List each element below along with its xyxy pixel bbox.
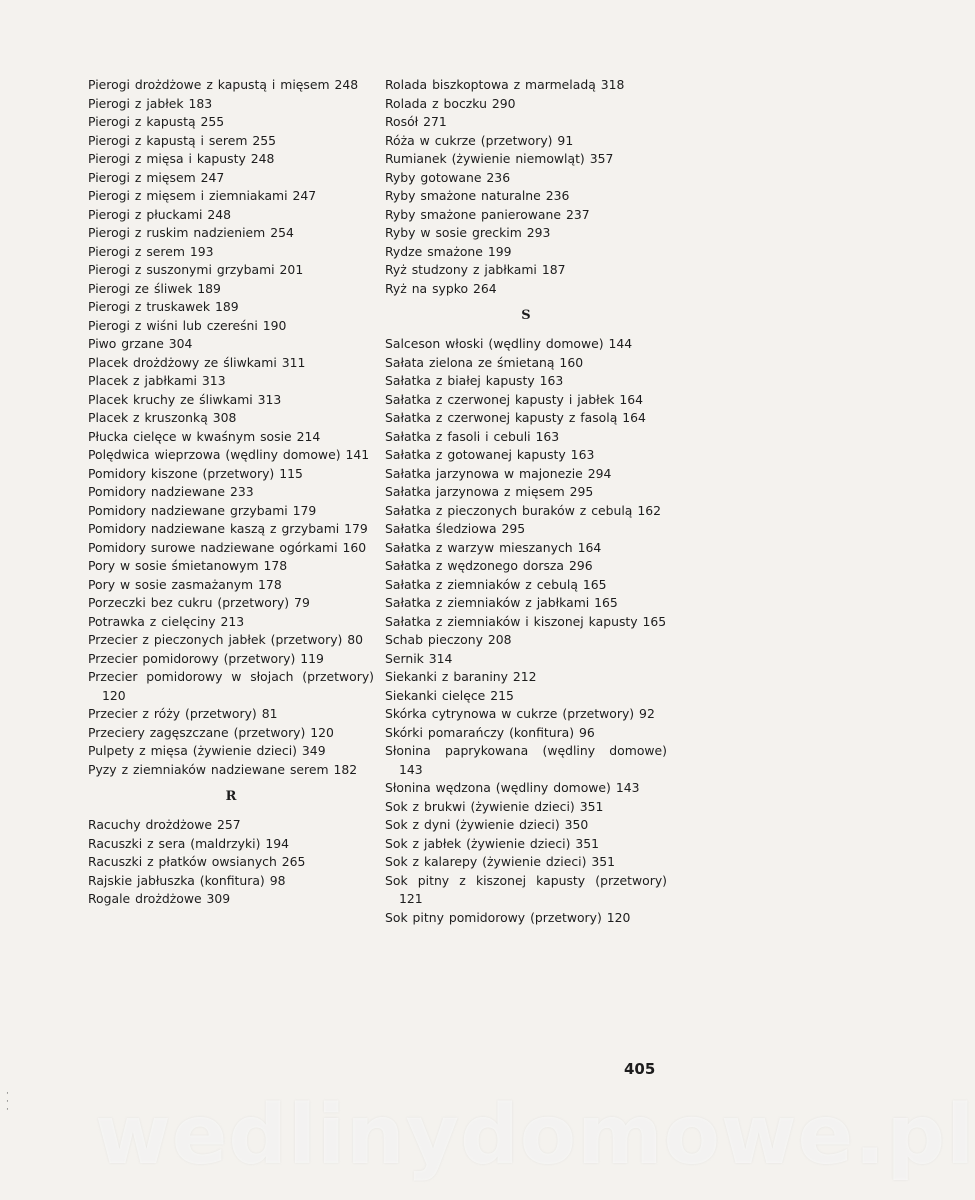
- index-entry: Pierogi z wiśni lub czereśni 190: [88, 317, 287, 333]
- index-entry: Płucka cielęce w kwaśnym sosie 214: [88, 428, 321, 444]
- index-entry: Pomidory nadziewane kaszą z grzybami 179: [88, 521, 368, 536]
- index-entry: Pomidory kiszone (przetwory) 115: [88, 465, 303, 481]
- index-entry: Pierogi z truskawek 189: [88, 299, 239, 314]
- index-entry: Sałatka z czerwonej kapusty z fasolą 164: [385, 410, 646, 425]
- index-entry: Sałatka z ziemniaków z cebulą 165: [385, 576, 607, 592]
- index-entry: Przecier z róży (przetwory) 81: [88, 706, 278, 721]
- index-column-right: [385, 76, 667, 927]
- index-entry: Rajskie jabłuszka (konfitura) 98: [88, 872, 286, 888]
- section-letter-r: R: [225, 789, 237, 804]
- index-entry: Rolada biszkoptowa z marmeladą 318: [385, 77, 625, 92]
- index-entry: Placek drożdżowy ze śliwkami 311: [88, 354, 306, 370]
- index-entry: Salceson włoski (wędliny domowe) 144: [385, 336, 633, 351]
- index-entry: Sałatka jarzynowa w majonezie 294: [385, 465, 612, 481]
- index-entry: Pierogi z mięsem i ziemniakami 247: [88, 188, 317, 203]
- index-column-left: [88, 76, 374, 909]
- index-entry: Polędwica wieprzowa (wędliny domowe) 141: [88, 447, 370, 462]
- page-number: 405: [624, 1060, 656, 1078]
- index-entry: Ryby smażone panierowane 237: [385, 206, 590, 222]
- index-entry: Pierogi z mięsa i kapusty 248: [88, 151, 275, 166]
- index-entry: Potrawka z cielęciny 213: [88, 613, 245, 629]
- index-entry: Słonina paprykowana (wędliny domowe) 143: [385, 743, 667, 777]
- index-entry: Przecier z pieczonych jabłek (przetwory) 80: [88, 632, 364, 647]
- index-entry: Skórka cytrynowa w cukrze (przetwory) 92: [385, 706, 655, 721]
- index-entry: Przecier pomidorowy (przetwory) 119: [88, 650, 324, 666]
- index-entry: Rydze smażone 199: [385, 243, 512, 259]
- index-entry: Sok z jabłek (żywienie dzieci) 351: [385, 835, 600, 851]
- index-entry: Sałatka z wędzonego dorsza 296: [385, 558, 593, 573]
- index-entry: Sok z brukwi (żywienie dzieci) 351: [385, 798, 604, 814]
- index-entry: Rolada z boczku 290: [385, 95, 516, 111]
- index-entry: Pierogi z jabłek 183: [88, 95, 213, 111]
- edge-marks: · · ·: [6, 1089, 9, 1115]
- index-entry: Sałatka z gotowanej kapusty 163: [385, 447, 595, 462]
- index-entry: Skórki pomarańczy (konfitura) 96: [385, 724, 595, 740]
- index-entry: Pierogi z serem 193: [88, 243, 214, 259]
- index-entry: Sałatka śledziowa 295: [385, 521, 526, 536]
- index-entry: Pomidory surowe nadziewane ogórkami 160: [88, 539, 367, 555]
- index-entry: Pierogi z suszonymi grzybami 201: [88, 262, 304, 277]
- index-entry: Sok pitny pomidorowy (przetwory) 120: [385, 909, 631, 925]
- index-entry: Racuszki z płatków owsianych 265: [88, 854, 306, 869]
- index-entry: Sałatka z fasoli i cebuli 163: [385, 428, 560, 444]
- index-entry: Pierogi z kapustą 255: [88, 114, 225, 129]
- index-entry: Racuszki z sera (maldrzyki) 194: [88, 835, 290, 851]
- index-entry: Pory w sosie śmietanowym 178: [88, 558, 288, 573]
- index-entry: Placek kruchy ze śliwkami 313: [88, 391, 282, 407]
- index-entry: Siekanki z baraniny 212: [385, 669, 537, 684]
- index-entry: Ryż studzony z jabłkami 187: [385, 262, 566, 277]
- index-entry: Pomidory nadziewane grzybami 179: [88, 502, 317, 518]
- index-entry: Pulpety z mięsa (żywienie dzieci) 349: [88, 743, 326, 758]
- section-letter-s: S: [521, 308, 531, 323]
- index-entry: Racuchy drożdżowe 257: [88, 817, 241, 832]
- index-entry: Siekanki cielęce 215: [385, 687, 514, 703]
- index-entry: Schab pieczony 208: [385, 632, 512, 647]
- index-entry: Sałatka z ziemniaków z jabłkami 165: [385, 595, 618, 610]
- index-entry: Sałatka jarzynowa z mięsem 295: [385, 484, 594, 499]
- index-entry: Sałata zielona ze śmietaną 160: [385, 354, 584, 370]
- index-entry: Pory w sosie zasmażanym 178: [88, 576, 282, 592]
- index-entry: Ryby smażone naturalne 236: [385, 188, 570, 203]
- index-entry: Porzeczki bez cukru (przetwory) 79: [88, 595, 310, 610]
- index-entry: Pierogi z ruskim nadzieniem 254: [88, 225, 294, 240]
- index-entry: Sernik 314: [385, 650, 453, 666]
- index-entry: Pyzy z ziemniaków nadziewane serem 182: [88, 761, 358, 777]
- index-entry: Sok pitny z kiszonej kapusty (przetwory) 121: [385, 872, 667, 906]
- index-entry: Sok z dyni (żywienie dzieci) 350: [385, 817, 589, 832]
- index-entry: Słonina wędzona (wędliny domowe) 143: [385, 780, 640, 795]
- index-entry: Sałatka z ziemniaków i kiszonej kapusty 165: [385, 613, 667, 629]
- index-entry: Ryby gotowane 236: [385, 169, 511, 185]
- index-entry: Przeciery zagęszczane (przetwory) 120: [88, 724, 334, 740]
- index-entry: Rumianek (żywienie niemowląt) 357: [385, 151, 614, 166]
- index-entry: Rosół 271: [385, 114, 447, 129]
- index-entry: Sałatka z białej kapusty 163: [385, 373, 564, 388]
- index-entry: Pierogi drożdżowe z kapustą i mięsem 248: [88, 77, 359, 92]
- index-entry: Sok z kalarepy (żywienie dzieci) 351: [385, 854, 616, 869]
- index-entry: Sałatka z czerwonej kapusty i jabłek 164: [385, 391, 644, 407]
- index-entry: Rogale drożdżowe 309: [88, 891, 231, 906]
- index-entry: Ryż na sypko 264: [385, 280, 497, 296]
- index-entry: Placek z kruszonką 308: [88, 410, 237, 425]
- index-entry: Piwo grzane 304: [88, 336, 193, 351]
- index-entry: Sałatka z warzyw mieszanych 164: [385, 539, 602, 555]
- index-entry: Przecier pomidorowy w słojach (przetwory) 120: [88, 669, 374, 703]
- index-entry: Placek z jabłkami 313: [88, 373, 226, 388]
- index-entry: Róża w cukrze (przetwory) 91: [385, 132, 574, 148]
- index-entry: Pierogi z mięsem 247: [88, 169, 225, 185]
- index-entry: Pierogi ze śliwek 189: [88, 280, 221, 296]
- index-entry: Sałatka z pieczonych buraków z cebulą 162: [385, 502, 661, 518]
- index-entry: Pierogi z kapustą i serem 255: [88, 132, 277, 148]
- index-entry: Pomidory nadziewane 233: [88, 484, 254, 499]
- watermark: wedlinydomowe.pl: [95, 1088, 975, 1183]
- index-entry: Pierogi z płuckami 248: [88, 206, 232, 222]
- index-entry: Ryby w sosie greckim 293: [385, 225, 551, 240]
